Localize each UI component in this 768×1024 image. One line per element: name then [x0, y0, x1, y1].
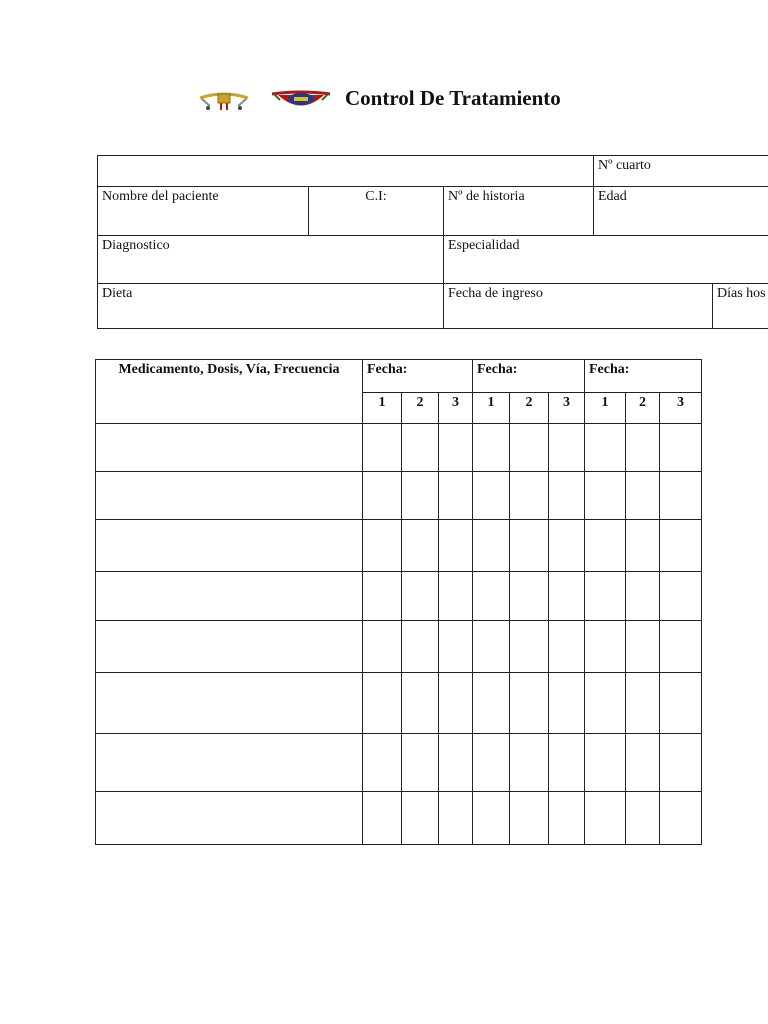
medication-entry-cell[interactable] [96, 424, 363, 472]
dose-check-cell[interactable] [363, 424, 402, 472]
blank-top-field[interactable] [97, 155, 594, 187]
dose-check-cell[interactable] [402, 673, 439, 734]
dose-check-cell[interactable] [549, 792, 585, 845]
dose-check-cell[interactable] [510, 621, 549, 673]
dose-check-cell[interactable] [626, 621, 660, 673]
specialty-field[interactable] [443, 235, 768, 284]
dose-check-cell[interactable] [549, 673, 585, 734]
dose-check-cell[interactable] [473, 520, 510, 572]
hospital-days-field[interactable] [712, 283, 768, 329]
dose-check-cell[interactable] [549, 520, 585, 572]
dose-check-cell[interactable] [363, 792, 402, 845]
dose-check-cell[interactable] [660, 472, 702, 520]
dose-check-cell[interactable] [473, 621, 510, 673]
dose-check-cell[interactable] [402, 621, 439, 673]
date-header-row [96, 360, 702, 393]
dose-number: 1 [363, 393, 402, 424]
dose-check-cell[interactable] [402, 520, 439, 572]
medication-row [96, 472, 702, 520]
dose-check-cell[interactable] [585, 734, 626, 792]
dose-check-cell[interactable] [363, 520, 402, 572]
dose-check-cell[interactable] [626, 673, 660, 734]
patient-name-field[interactable] [97, 186, 309, 236]
dose-check-cell[interactable] [585, 792, 626, 845]
diagnosis-label: Diagnostico [102, 238, 170, 253]
dose-check-cell[interactable] [439, 472, 473, 520]
dose-check-cell[interactable] [626, 792, 660, 845]
dose-number: 1 [585, 393, 626, 424]
patient-info-form [97, 155, 768, 329]
hospital-days-label: Días hos [717, 286, 766, 301]
dose-check-cell[interactable] [473, 792, 510, 845]
medication-row [96, 520, 702, 572]
dose-check-cell[interactable] [585, 673, 626, 734]
dose-check-cell[interactable] [510, 792, 549, 845]
dose-check-cell[interactable] [473, 572, 510, 621]
page-title: Control De Tratamiento [345, 86, 561, 110]
dose-number: 3 [549, 393, 585, 424]
military-insignia-icon [196, 88, 252, 112]
diet-field[interactable] [97, 283, 444, 329]
history-number-label: Nº de historia [448, 189, 525, 204]
dose-check-cell[interactable] [660, 621, 702, 673]
specialty-label: Especialidad [448, 238, 520, 253]
room-number-label: Nº cuarto [598, 158, 651, 173]
dose-check-cell[interactable] [585, 472, 626, 520]
dose-number: 2 [402, 393, 439, 424]
dose-check-cell[interactable] [549, 572, 585, 621]
dose-check-cell[interactable] [363, 734, 402, 792]
dose-check-cell[interactable] [549, 472, 585, 520]
medication-row [96, 621, 702, 673]
coat-of-arms-icon [270, 86, 332, 112]
medication-table [95, 359, 702, 845]
date-header-1: Fecha: [363, 360, 473, 393]
dose-check-cell[interactable] [439, 734, 473, 792]
medication-entry-cell[interactable] [96, 621, 363, 673]
dose-check-cell[interactable] [585, 424, 626, 472]
medication-row [96, 792, 702, 845]
dose-check-cell[interactable] [626, 424, 660, 472]
dose-check-cell[interactable] [549, 424, 585, 472]
dose-check-cell[interactable] [660, 424, 702, 472]
age-label: Edad [598, 189, 627, 204]
dose-check-cell[interactable] [439, 792, 473, 845]
medication-entry-cell[interactable] [96, 792, 363, 845]
dose-check-cell[interactable] [439, 424, 473, 472]
dose-number: 2 [510, 393, 549, 424]
dose-check-cell[interactable] [626, 734, 660, 792]
medication-entry-cell[interactable] [96, 472, 363, 520]
dose-check-cell[interactable] [363, 572, 402, 621]
medication-row [96, 734, 702, 792]
dose-check-cell[interactable] [402, 792, 439, 845]
medication-header: Medicamento, Dosis, Vía, Frecuencia [96, 360, 363, 424]
diagnosis-field[interactable] [97, 235, 444, 284]
dose-check-cell[interactable] [402, 734, 439, 792]
dose-check-cell[interactable] [549, 621, 585, 673]
ci-field[interactable] [308, 186, 444, 236]
document-header [0, 82, 768, 122]
dose-check-cell[interactable] [510, 520, 549, 572]
dose-check-cell[interactable] [402, 424, 439, 472]
dose-check-cell[interactable] [439, 621, 473, 673]
dose-check-cell[interactable] [473, 734, 510, 792]
dose-check-cell[interactable] [585, 572, 626, 621]
medication-row [96, 673, 702, 734]
dose-check-cell[interactable] [660, 734, 702, 792]
history-number-field[interactable] [443, 186, 594, 236]
medication-entry-cell[interactable] [96, 520, 363, 572]
dose-check-cell[interactable] [363, 472, 402, 520]
dose-check-cell[interactable] [402, 472, 439, 520]
admission-date-label: Fecha de ingreso [448, 286, 543, 301]
diet-label: Dieta [102, 286, 133, 301]
age-field[interactable] [593, 186, 768, 236]
dose-check-cell[interactable] [549, 734, 585, 792]
patient-name-label: Nombre del paciente [102, 189, 219, 204]
dose-check-cell[interactable] [402, 572, 439, 621]
dose-number: 1 [473, 393, 510, 424]
dose-check-cell[interactable] [363, 621, 402, 673]
dose-check-cell[interactable] [660, 520, 702, 572]
dose-check-cell[interactable] [660, 572, 702, 621]
dose-check-cell[interactable] [585, 621, 626, 673]
medication-rows [96, 424, 702, 845]
dose-check-cell[interactable] [626, 472, 660, 520]
dose-check-cell[interactable] [510, 472, 549, 520]
dose-check-cell[interactable] [626, 572, 660, 621]
date-header-2: Fecha: [473, 360, 585, 393]
dose-check-cell[interactable] [439, 673, 473, 734]
dose-check-cell[interactable] [439, 572, 473, 621]
dose-number: 3 [439, 393, 473, 424]
medication-entry-cell[interactable] [96, 734, 363, 792]
medication-row [96, 572, 702, 621]
dose-check-cell[interactable] [660, 792, 702, 845]
dose-check-cell[interactable] [585, 520, 626, 572]
dose-check-cell[interactable] [439, 520, 473, 572]
date-header-3: Fecha: [585, 360, 702, 393]
dose-check-cell[interactable] [473, 424, 510, 472]
dose-number: 2 [626, 393, 660, 424]
medication-entry-cell[interactable] [96, 572, 363, 621]
ci-label: C.I: [365, 189, 387, 204]
dose-check-cell[interactable] [363, 673, 402, 734]
dose-check-cell[interactable] [510, 424, 549, 472]
admission-date-field[interactable] [443, 283, 713, 329]
medication-row [96, 424, 702, 472]
dose-check-cell[interactable] [510, 673, 549, 734]
dose-check-cell[interactable] [510, 572, 549, 621]
dose-check-cell[interactable] [626, 520, 660, 572]
dose-check-cell[interactable] [660, 673, 702, 734]
dose-check-cell[interactable] [510, 734, 549, 792]
dose-check-cell[interactable] [473, 673, 510, 734]
dose-number: 3 [660, 393, 702, 424]
room-number-field[interactable] [593, 155, 768, 187]
dose-check-cell[interactable] [473, 472, 510, 520]
medication-entry-cell[interactable] [96, 673, 363, 734]
